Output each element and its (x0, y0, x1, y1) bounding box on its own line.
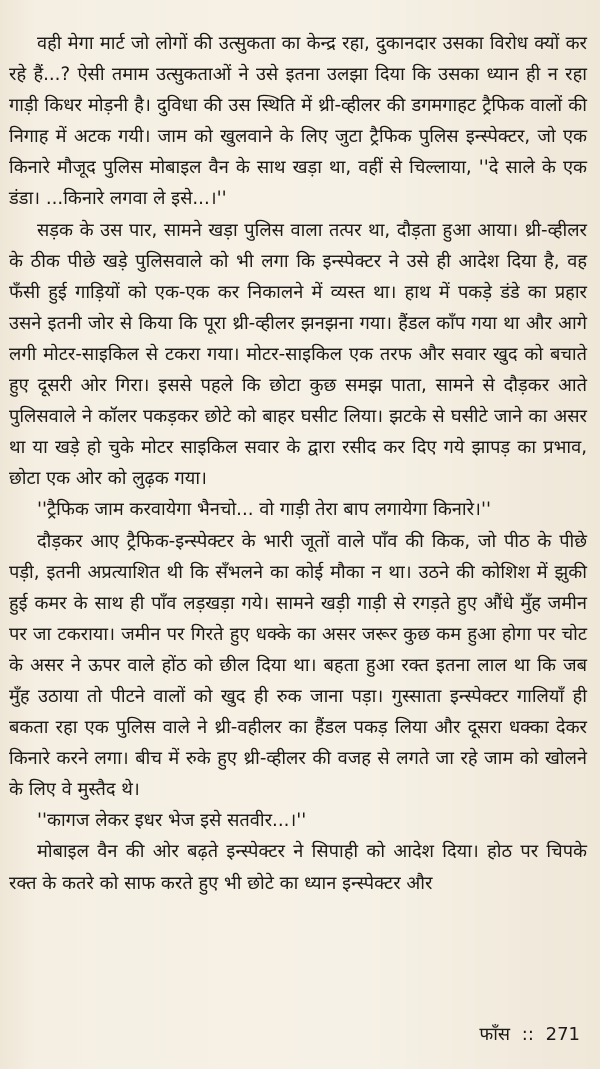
paragraph: वही मेगा मार्ट जो लोगों की उत्सुकता का केन्द्र रहा, दुकानदार उसका विरोध क्यों कर रहे हैं...? ऐसी तमाम उत्सुकताओं ने उसे इतना उलझा दिया कि उसका ध्यान ही न रहा गाड़ी किधर मोड़नी है। दुविधा की उस स्थिति में थ्री-व्हीलर की डगमगाहट ट्रैफिक वालों की निगाह में अटक गयी। जाम को खुलवाने के लिए जुटा ट्रैफिक पुलिस इन्स्पेक्टर, जो एक किनारे मौजूद पुलिस मोबाइल वैन के साथ खड़ा था, वहीं से चिल्लाया, ''दे साले के एक डंडा। ...किनारे लगवा ले इसे...।'' (9, 33, 587, 210)
page-footer (479, 1022, 580, 1046)
page-number: 271 (545, 1024, 580, 1045)
dialogue-line: ''ट्रैफिक जाम करवायेगा भैनचो... वो गाड़ी तेरा बाप लगायेगा किनारे।'' (37, 499, 491, 521)
page-body-text (9, 28, 587, 899)
paragraph: सड़क के उस पार, सामने खड़ा पुलिस वाला तत्पर था, दौड़ता हुआ आया। थ्री-व्हीलर के ठीक पीछे खड़े पुलिसवाले को भी लगा कि इन्स्पेक्टर ने उसे ही आदेश दिया है, वह फँसी हुई गाड़ियों को एक-एक कर निकालने में व्यस्त था। हाथ में पकड़े डंडे का प्रहार उसने इतनी जोर से किया कि पूरा थ्री-व्हीलर झनझना गया। हैंडल काँप गया था और आगे लगी मोटर-साइकिल से टकरा गया। मोटर-साइकिल एक तरफ और सवार खुद को बचाते हुए दूसरी ओर गिरा। इससे पहले कि छोटा कुछ समझ पाता, सामने से दौड़कर आते पुलिसवाले ने कॉलर पकड़कर छोटे को बाहर घसीट लिया। झटके से घसीटे जाने का असर था या खड़े हो चुके मोटर साइकिल सवार के द्वारा रसीद कर दिए गये झापड़ का प्रभाव, छोटा एक ओर को लुढ़क गया। (9, 219, 587, 490)
paragraph: मोबाइल वैन की ओर बढ़ते इन्स्पेक्टर ने सिपाही को आदेश दिया। होठ पर चिपके रक्त के कतरे को साफ करते हुए भी छोटे का ध्यान इन्स्पेक्टर और (9, 841, 587, 894)
dialogue-line: ''कागज लेकर इधर भेज इसे सतवीर...।'' (37, 810, 307, 832)
running-title: फाँस (479, 1024, 511, 1045)
paragraph: दौड़कर आए ट्रैफिक-इन्स्पेक्टर के भारी जूतों वाले पाँव की किक, जो पीठ के पीछे पड़ी, इतनी अप्रत्याशित थी कि सँभलने का कोई मौका न था। उठने की कोशिश में झुकी हुई कमर के साथ ही पाँव लड़खड़ा गये। सामने खड़ी गाड़ी से रगड़ते हुए औंधे मुँह जमीन पर जा टकराया। जमीन पर गिरते हुए धक्के का असर जरूर कुछ कम हुआ होगा पर चोट के असर ने ऊपर वाले होंठ को छील दिया था। बहता हुआ रक्त इतना लाल था कि जब मुँह उठाया तो पीटने वालों को खुद ही रुक जाना पड़ा। गुस्साता इन्स्पेक्टर गालियाँ ही बकता रहा एक पुलिस वाले ने थ्री-वहीलर का हैंडल पकड़ लिया और दूसरा धक्का देकर किनारे करने लगा। बीच में रुके हुए थ्री-व्हीलर की वजह से लगते जा रहे जाम को खोलने के लिए वे मुस्तैद थे। (9, 530, 587, 801)
footer-separator: :: (521, 1024, 534, 1045)
